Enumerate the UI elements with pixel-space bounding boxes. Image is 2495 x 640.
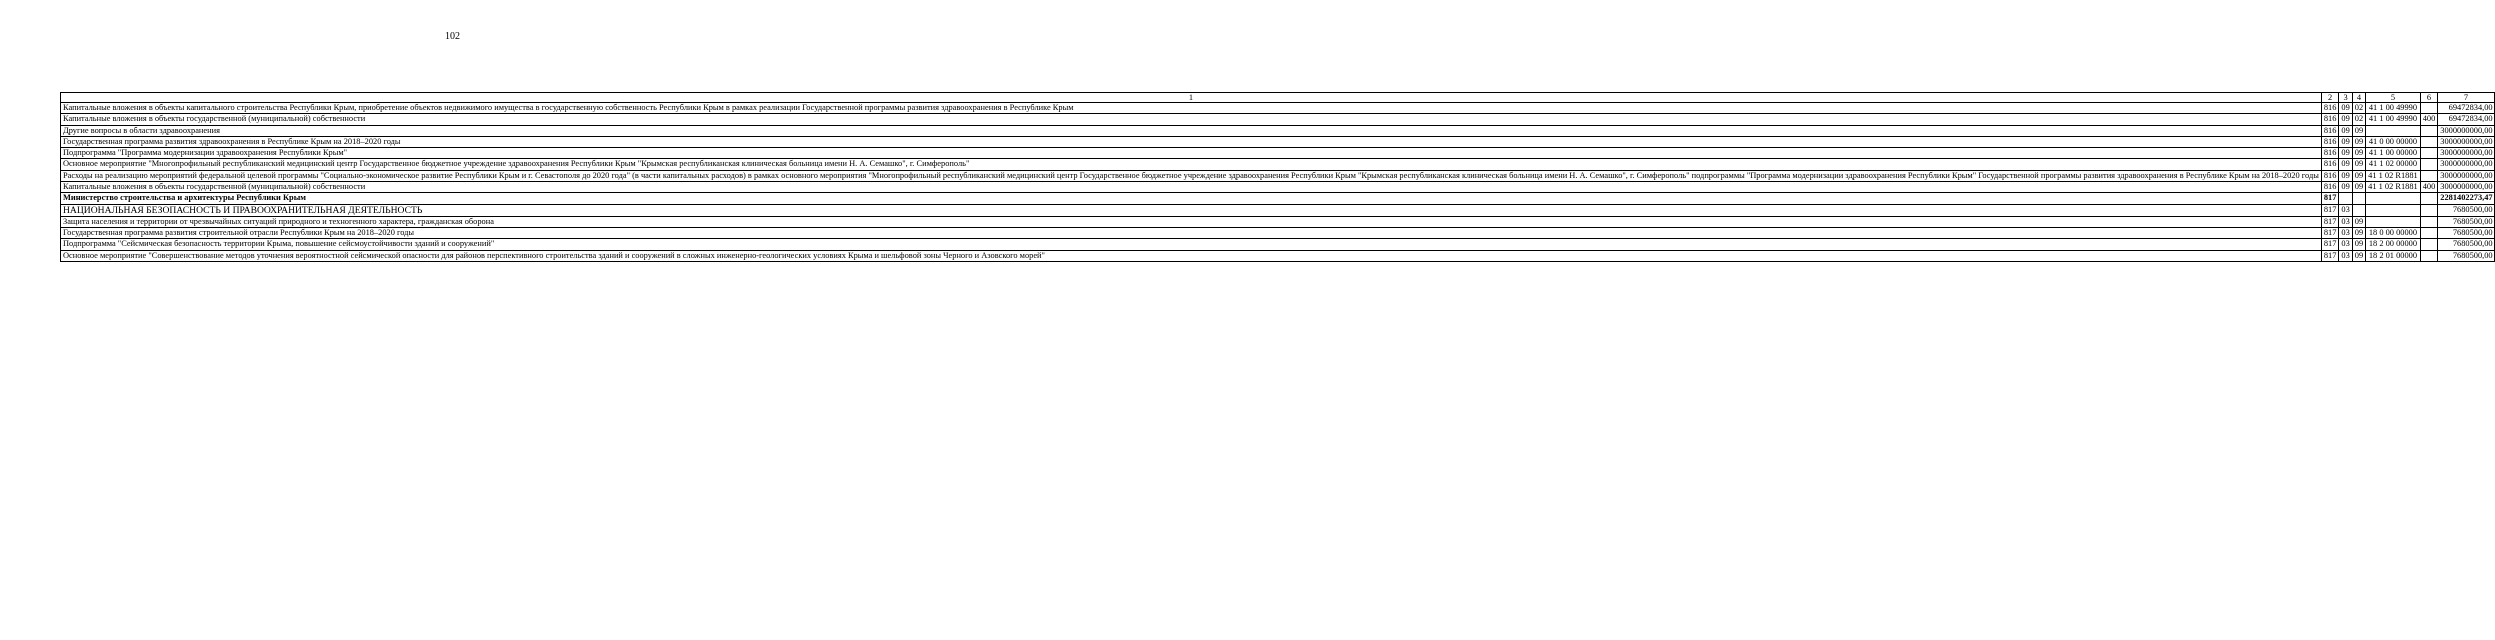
department-code-cell: 816 bbox=[2321, 103, 2339, 114]
target-article-cell: 18 0 00 00000 bbox=[2366, 227, 2421, 238]
expense-type-cell bbox=[2420, 227, 2438, 238]
amount-cell: 2281402273,47 bbox=[2438, 193, 2494, 204]
table-row bbox=[61, 216, 2495, 227]
expense-type-cell bbox=[2420, 250, 2438, 261]
table-row bbox=[61, 204, 2495, 216]
subsection-code-cell: 09 bbox=[2352, 170, 2365, 181]
amount-cell: 3000000000,00 bbox=[2438, 182, 2494, 193]
row-name-cell: Расходы на реализацию мероприятий федеральной целевой программы "Социально-экономическое развитие Республики Крым и г. Севастополя до 2020 года" (в части капитальных расходов) в рамках основного мероприятия "Многопрофильный республиканский медицинский центр Государственное бюджетное учреждение здравоохранения Республики Крым "Крымская республиканская клиническая больница имени Н. А. Семашко", г. Симферополь" подпрограммы "Программа модернизации здравоохранения Республики Крым" Государственной программы развития здравоохранения в Республике Крым на 2018–2020 годы bbox=[61, 170, 2322, 181]
target-article-cell: 41 1 02 00000 bbox=[2366, 159, 2421, 170]
amount-cell: 3000000000,00 bbox=[2438, 125, 2494, 136]
table-row bbox=[61, 114, 2495, 125]
expense-type-cell bbox=[2420, 125, 2438, 136]
row-name-cell: Защита населения и территории от чрезвычайных ситуаций природного и техногенного характера, гражданская оборона bbox=[61, 216, 2322, 227]
expense-type-cell bbox=[2420, 148, 2438, 159]
column-header: 6 bbox=[2420, 93, 2438, 103]
target-article-cell: 41 1 00 49990 bbox=[2366, 103, 2421, 114]
amount-cell: 7680500,00 bbox=[2438, 216, 2494, 227]
table-row bbox=[61, 227, 2495, 238]
department-code-cell: 816 bbox=[2321, 136, 2339, 147]
table-row bbox=[61, 170, 2495, 181]
table-row bbox=[61, 125, 2495, 136]
department-code-cell: 817 bbox=[2321, 216, 2339, 227]
expense-type-cell: 400 bbox=[2420, 182, 2438, 193]
department-code-cell: 816 bbox=[2321, 148, 2339, 159]
target-article-cell bbox=[2366, 193, 2421, 204]
section-code-cell: 03 bbox=[2339, 239, 2352, 250]
amount-cell: 69472834,00 bbox=[2438, 103, 2494, 114]
section-code-cell: 09 bbox=[2339, 170, 2352, 181]
department-code-cell: 817 bbox=[2321, 239, 2339, 250]
row-name-cell: НАЦИОНАЛЬНАЯ БЕЗОПАСНОСТЬ И ПРАВООХРАНИТЕЛЬНАЯ ДЕЯТЕЛЬНОСТЬ bbox=[61, 204, 2322, 216]
target-article-cell bbox=[2366, 204, 2421, 216]
subsection-code-cell: 09 bbox=[2352, 125, 2365, 136]
section-code-cell: 03 bbox=[2339, 216, 2352, 227]
section-code-cell: 03 bbox=[2339, 204, 2352, 216]
row-name-cell: Капитальные вложения в объекты государственной (муниципальной) собственности bbox=[61, 114, 2322, 125]
expense-type-cell bbox=[2420, 136, 2438, 147]
expense-type-cell bbox=[2420, 159, 2438, 170]
department-code-cell: 816 bbox=[2321, 159, 2339, 170]
target-article-cell: 41 1 02 R1881 bbox=[2366, 182, 2421, 193]
section-code-cell: 09 bbox=[2339, 182, 2352, 193]
section-code-cell: 09 bbox=[2339, 125, 2352, 136]
table-row bbox=[61, 136, 2495, 147]
column-header: 5 bbox=[2366, 93, 2421, 103]
amount-cell: 3000000000,00 bbox=[2438, 170, 2494, 181]
table-row bbox=[61, 250, 2495, 261]
department-code-cell: 817 bbox=[2321, 204, 2339, 216]
table-row bbox=[61, 182, 2495, 193]
section-code-cell: 09 bbox=[2339, 114, 2352, 125]
section-code-cell: 09 bbox=[2339, 148, 2352, 159]
subsection-code-cell: 02 bbox=[2352, 103, 2365, 114]
section-code-cell: 03 bbox=[2339, 227, 2352, 238]
subsection-code-cell: 02 bbox=[2352, 114, 2365, 125]
expense-type-cell bbox=[2420, 193, 2438, 204]
row-name-cell: Подпрограмма "Сейсмическая безопасность территории Крыма, повышение сейсмоустойчивости зданий и сооружений" bbox=[61, 239, 2322, 250]
row-name-cell: Подпрограмма "Программа модернизации здравоохранения Республики Крым" bbox=[61, 148, 2322, 159]
table-row bbox=[61, 103, 2495, 114]
expense-type-cell bbox=[2420, 204, 2438, 216]
column-header: 7 bbox=[2438, 93, 2494, 103]
table-row bbox=[61, 239, 2495, 250]
row-name-cell: Государственная программа развития строительной отрасли Республики Крым на 2018–2020 годы bbox=[61, 227, 2322, 238]
amount-cell: 7680500,00 bbox=[2438, 250, 2494, 261]
subsection-code-cell: 09 bbox=[2352, 227, 2365, 238]
table-row bbox=[61, 148, 2495, 159]
target-article-cell: 41 1 00 00000 bbox=[2366, 148, 2421, 159]
section-code-cell: 09 bbox=[2339, 159, 2352, 170]
row-name-cell: Основное мероприятие "Многопрофильный республиканский медицинский центр Государственное бюджетное учреждение здравоохранения Республики Крым "Крымская республиканская клиническая больница имени Н. А. Семашко", г. Симферополь" bbox=[61, 159, 2322, 170]
department-code-cell: 817 bbox=[2321, 250, 2339, 261]
department-code-cell: 816 bbox=[2321, 170, 2339, 181]
department-code-cell: 816 bbox=[2321, 182, 2339, 193]
subsection-code-cell: 09 bbox=[2352, 148, 2365, 159]
target-article-cell bbox=[2366, 125, 2421, 136]
subsection-code-cell bbox=[2352, 204, 2365, 216]
amount-cell: 3000000000,00 bbox=[2438, 136, 2494, 147]
department-code-cell: 816 bbox=[2321, 125, 2339, 136]
row-name-cell: Государственная программа развития здравоохранения в Республике Крым на 2018–2020 годы bbox=[61, 136, 2322, 147]
row-name-cell: Министерство строительства и архитектуры Республики Крым bbox=[61, 193, 2322, 204]
amount-cell: 7680500,00 bbox=[2438, 239, 2494, 250]
section-code-cell: 09 bbox=[2339, 103, 2352, 114]
amount-cell: 3000000000,00 bbox=[2438, 159, 2494, 170]
row-name-cell: Капитальные вложения в объекты капитального строительства Республики Крым, приобретение объектов недвижимого имущества в государственную собственность Республики Крым в рамках реализации Государственной программы развития здравоохранения в Республике Крым bbox=[61, 103, 2322, 114]
target-article-cell bbox=[2366, 216, 2421, 227]
expense-type-cell bbox=[2420, 103, 2438, 114]
amount-cell: 7680500,00 bbox=[2438, 227, 2494, 238]
expense-type-cell: 400 bbox=[2420, 114, 2438, 125]
column-header: 4 bbox=[2352, 93, 2365, 103]
subsection-code-cell: 09 bbox=[2352, 182, 2365, 193]
department-code-cell: 817 bbox=[2321, 193, 2339, 204]
target-article-cell: 41 0 00 00000 bbox=[2366, 136, 2421, 147]
table-row bbox=[61, 193, 2495, 204]
target-article-cell: 41 1 02 R1881 bbox=[2366, 170, 2421, 181]
department-code-cell: 817 bbox=[2321, 227, 2339, 238]
section-code-cell: 03 bbox=[2339, 250, 2352, 261]
subsection-code-cell bbox=[2352, 193, 2365, 204]
page-number: 102 bbox=[445, 31, 460, 42]
section-code-cell bbox=[2339, 193, 2352, 204]
expense-type-cell bbox=[2420, 170, 2438, 181]
subsection-code-cell: 09 bbox=[2352, 216, 2365, 227]
budget-table bbox=[60, 92, 2495, 262]
column-header: 3 bbox=[2339, 93, 2352, 103]
expense-type-cell bbox=[2420, 239, 2438, 250]
subsection-code-cell: 09 bbox=[2352, 136, 2365, 147]
target-article-cell: 41 1 00 49990 bbox=[2366, 114, 2421, 125]
subsection-code-cell: 09 bbox=[2352, 250, 2365, 261]
expense-type-cell bbox=[2420, 216, 2438, 227]
department-code-cell: 816 bbox=[2321, 114, 2339, 125]
subsection-code-cell: 09 bbox=[2352, 159, 2365, 170]
column-header: 2 bbox=[2321, 93, 2339, 103]
table-row bbox=[61, 159, 2495, 170]
column-number-row bbox=[61, 93, 2495, 103]
amount-cell: 7680500,00 bbox=[2438, 204, 2494, 216]
subsection-code-cell: 09 bbox=[2352, 239, 2365, 250]
target-article-cell: 18 2 00 00000 bbox=[2366, 239, 2421, 250]
amount-cell: 69472834,00 bbox=[2438, 114, 2494, 125]
section-code-cell: 09 bbox=[2339, 136, 2352, 147]
column-header: 1 bbox=[61, 93, 2322, 103]
target-article-cell: 18 2 01 00000 bbox=[2366, 250, 2421, 261]
row-name-cell: Другие вопросы в области здравоохранения bbox=[61, 125, 2322, 136]
row-name-cell: Капитальные вложения в объекты государственной (муниципальной) собственности bbox=[61, 182, 2322, 193]
row-name-cell: Основное мероприятие "Совершенствование методов уточнения вероятностной сейсмической опасности для районов перспективного строительства зданий и сооружений в сложных инженерно-геологических условиях Крыма и шельфовой зоны Черного и Азовского морей" bbox=[61, 250, 2322, 261]
amount-cell: 3000000000,00 bbox=[2438, 148, 2494, 159]
